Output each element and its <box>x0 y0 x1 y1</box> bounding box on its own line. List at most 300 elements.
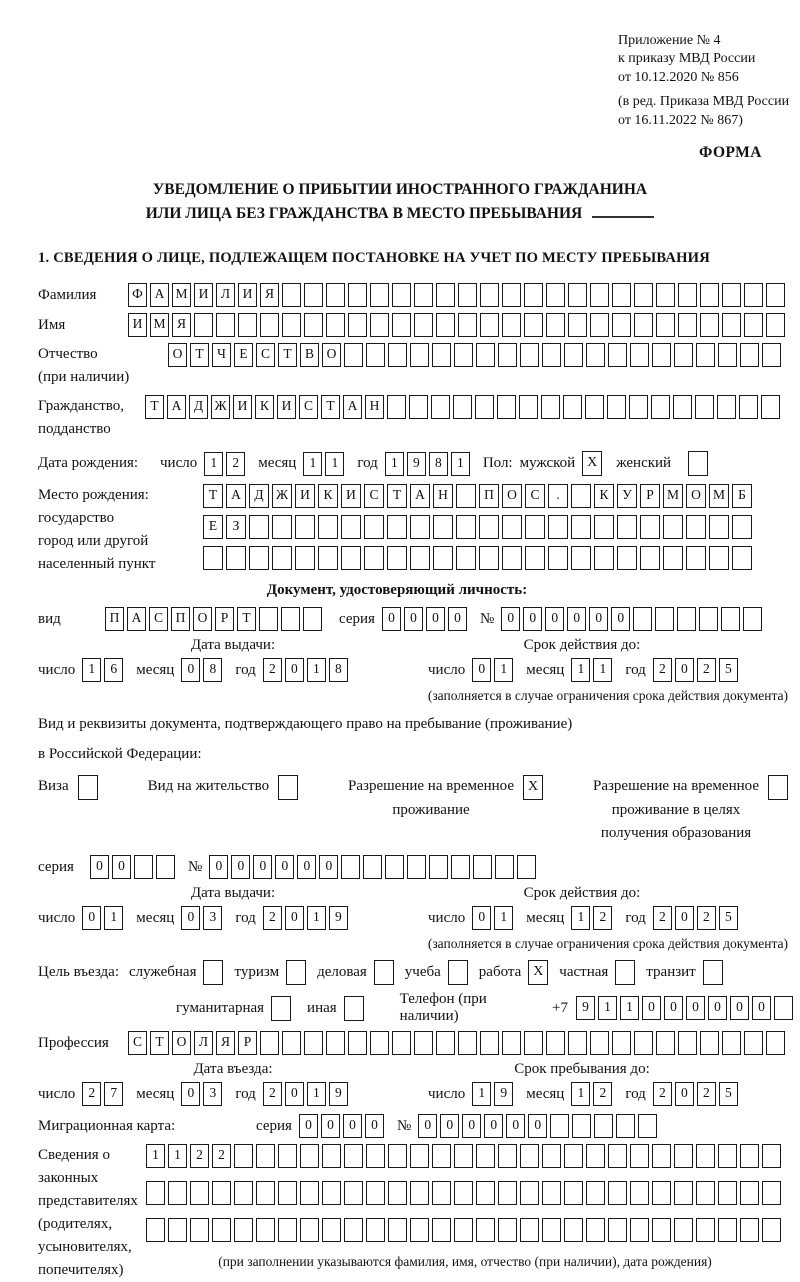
char-cell[interactable] <box>348 1031 367 1055</box>
char-cell[interactable] <box>564 1218 583 1242</box>
char-cell[interactable]: 0 <box>506 1114 525 1138</box>
char-cell[interactable] <box>387 546 407 570</box>
char-cell[interactable] <box>480 283 499 307</box>
char-cell[interactable]: О <box>502 484 522 508</box>
char-cell[interactable] <box>652 1181 671 1205</box>
char-cell[interactable]: 0 <box>642 996 661 1020</box>
char-cell[interactable]: 2 <box>653 1082 672 1106</box>
char-cell[interactable]: С <box>364 484 384 508</box>
char-cell[interactable]: 5 <box>719 906 738 930</box>
char-cell[interactable] <box>249 515 269 539</box>
char-cell[interactable] <box>168 1181 187 1205</box>
char-cell[interactable] <box>590 1031 609 1055</box>
char-cell[interactable]: 0 <box>567 607 586 631</box>
char-cell[interactable]: 1 <box>146 1144 165 1168</box>
char-cell[interactable]: 1 <box>620 996 639 1020</box>
char-cell[interactable]: 3 <box>203 1082 222 1106</box>
char-cell[interactable] <box>366 1144 385 1168</box>
char-cell[interactable] <box>744 313 763 337</box>
char-cell[interactable]: 0 <box>253 855 272 879</box>
char-cell[interactable]: А <box>167 395 186 419</box>
char-cell[interactable]: 1 <box>571 1082 590 1106</box>
char-cell[interactable]: 0 <box>752 996 771 1020</box>
char-cell[interactable] <box>608 1218 627 1242</box>
char-cell[interactable]: 6 <box>104 658 123 682</box>
purpose-tourism-checkbox[interactable] <box>286 960 306 985</box>
sex-female-checkbox[interactable] <box>688 451 708 476</box>
char-cell[interactable] <box>414 1031 433 1055</box>
char-cell[interactable]: А <box>343 395 362 419</box>
char-cell[interactable] <box>326 283 345 307</box>
char-cell[interactable] <box>479 546 499 570</box>
char-cell[interactable] <box>278 1218 297 1242</box>
char-cell[interactable] <box>326 1031 345 1055</box>
char-cell[interactable] <box>633 607 652 631</box>
char-cell[interactable] <box>678 1031 697 1055</box>
char-cell[interactable] <box>498 1218 517 1242</box>
char-cell[interactable] <box>546 313 565 337</box>
char-cell[interactable] <box>432 1144 451 1168</box>
char-cell[interactable]: К <box>318 484 338 508</box>
char-cell[interactable] <box>594 546 614 570</box>
char-cell[interactable]: Т <box>150 1031 169 1055</box>
char-cell[interactable] <box>322 1181 341 1205</box>
char-cell[interactable] <box>168 1218 187 1242</box>
char-cell[interactable] <box>617 515 637 539</box>
char-cell[interactable] <box>414 283 433 307</box>
char-cell[interactable] <box>344 1218 363 1242</box>
char-cell[interactable] <box>476 343 495 367</box>
char-cell[interactable]: С <box>256 343 275 367</box>
char-cell[interactable] <box>432 1181 451 1205</box>
char-cell[interactable] <box>630 1181 649 1205</box>
char-cell[interactable]: О <box>322 343 341 367</box>
char-cell[interactable] <box>436 283 455 307</box>
char-cell[interactable] <box>234 1144 253 1168</box>
char-cell[interactable]: 0 <box>181 906 200 930</box>
char-cell[interactable] <box>146 1181 165 1205</box>
char-cell[interactable] <box>677 607 696 631</box>
residence-permit-checkbox[interactable] <box>278 775 298 800</box>
char-cell[interactable] <box>524 313 543 337</box>
char-cell[interactable] <box>638 1114 657 1138</box>
char-cell[interactable] <box>571 515 591 539</box>
char-cell[interactable] <box>766 283 785 307</box>
char-cell[interactable] <box>436 1031 455 1055</box>
char-cell[interactable]: 0 <box>299 1114 318 1138</box>
char-cell[interactable] <box>612 313 631 337</box>
char-cell[interactable]: 0 <box>611 607 630 631</box>
char-cell[interactable]: 5 <box>719 1082 738 1106</box>
char-cell[interactable]: И <box>233 395 252 419</box>
char-cell[interactable] <box>433 515 453 539</box>
char-cell[interactable]: 0 <box>675 658 694 682</box>
char-cell[interactable]: Р <box>238 1031 257 1055</box>
char-cell[interactable] <box>542 1181 561 1205</box>
char-cell[interactable] <box>278 1144 297 1168</box>
char-cell[interactable] <box>454 1181 473 1205</box>
char-cell[interactable] <box>453 395 472 419</box>
char-cell[interactable] <box>194 313 213 337</box>
char-cell[interactable] <box>388 343 407 367</box>
char-cell[interactable] <box>256 1181 275 1205</box>
char-cell[interactable]: 2 <box>263 1082 282 1106</box>
char-cell[interactable]: 0 <box>686 996 705 1020</box>
char-cell[interactable] <box>348 313 367 337</box>
char-cell[interactable] <box>718 1144 737 1168</box>
char-cell[interactable]: 5 <box>719 658 738 682</box>
char-cell[interactable] <box>282 283 301 307</box>
char-cell[interactable] <box>634 283 653 307</box>
purpose-official-checkbox[interactable] <box>203 960 223 985</box>
char-cell[interactable] <box>318 546 338 570</box>
char-cell[interactable]: П <box>171 607 190 631</box>
char-cell[interactable]: 0 <box>545 607 564 631</box>
char-cell[interactable]: 1 <box>571 906 590 930</box>
char-cell[interactable]: Л <box>216 283 235 307</box>
char-cell[interactable] <box>568 313 587 337</box>
char-cell[interactable]: 0 <box>285 906 304 930</box>
char-cell[interactable] <box>678 283 697 307</box>
char-cell[interactable]: У <box>617 484 637 508</box>
char-cell[interactable] <box>502 515 522 539</box>
char-cell[interactable] <box>498 1144 517 1168</box>
char-cell[interactable]: 1 <box>451 452 470 476</box>
char-cell[interactable] <box>656 313 675 337</box>
char-cell[interactable]: 1 <box>307 658 326 682</box>
char-cell[interactable] <box>370 313 389 337</box>
char-cell[interactable] <box>410 343 429 367</box>
char-cell[interactable] <box>409 395 428 419</box>
char-cell[interactable] <box>476 1218 495 1242</box>
char-cell[interactable] <box>388 1144 407 1168</box>
char-cell[interactable] <box>740 343 759 367</box>
char-cell[interactable]: Т <box>237 607 256 631</box>
char-cell[interactable]: Ж <box>211 395 230 419</box>
char-cell[interactable] <box>686 515 706 539</box>
char-cell[interactable]: А <box>127 607 146 631</box>
char-cell[interactable] <box>594 1114 613 1138</box>
char-cell[interactable]: 2 <box>697 658 716 682</box>
char-cell[interactable]: 8 <box>329 658 348 682</box>
char-cell[interactable] <box>700 1031 719 1055</box>
char-cell[interactable]: 2 <box>593 1082 612 1106</box>
char-cell[interactable] <box>762 1144 781 1168</box>
char-cell[interactable]: Ч <box>212 343 231 367</box>
char-cell[interactable] <box>541 395 560 419</box>
char-cell[interactable] <box>458 1031 477 1055</box>
char-cell[interactable]: С <box>128 1031 147 1055</box>
char-cell[interactable] <box>203 546 223 570</box>
char-cell[interactable] <box>322 1218 341 1242</box>
char-cell[interactable] <box>740 1218 759 1242</box>
char-cell[interactable] <box>655 607 674 631</box>
char-cell[interactable]: О <box>686 484 706 508</box>
char-cell[interactable]: 0 <box>285 1082 304 1106</box>
char-cell[interactable] <box>429 855 448 879</box>
char-cell[interactable] <box>744 1031 763 1055</box>
char-cell[interactable] <box>392 1031 411 1055</box>
char-cell[interactable] <box>663 515 683 539</box>
char-cell[interactable] <box>586 1181 605 1205</box>
char-cell[interactable] <box>300 1218 319 1242</box>
char-cell[interactable] <box>212 1218 231 1242</box>
char-cell[interactable]: 0 <box>90 855 109 879</box>
char-cell[interactable] <box>473 855 492 879</box>
char-cell[interactable] <box>586 1218 605 1242</box>
char-cell[interactable]: 0 <box>404 607 423 631</box>
char-cell[interactable]: Я <box>216 1031 235 1055</box>
char-cell[interactable]: 0 <box>112 855 131 879</box>
char-cell[interactable] <box>568 1031 587 1055</box>
char-cell[interactable]: М <box>172 283 191 307</box>
char-cell[interactable] <box>686 546 706 570</box>
char-cell[interactable]: О <box>172 1031 191 1055</box>
char-cell[interactable] <box>226 546 246 570</box>
purpose-work-checkbox[interactable]: X <box>528 960 548 985</box>
char-cell[interactable] <box>678 313 697 337</box>
char-cell[interactable] <box>318 515 338 539</box>
char-cell[interactable]: 2 <box>697 906 716 930</box>
char-cell[interactable]: 0 <box>472 906 491 930</box>
char-cell[interactable] <box>370 283 389 307</box>
char-cell[interactable] <box>709 546 729 570</box>
char-cell[interactable] <box>479 515 499 539</box>
char-cell[interactable] <box>721 607 740 631</box>
char-cell[interactable]: З <box>226 515 246 539</box>
char-cell[interactable] <box>651 395 670 419</box>
char-cell[interactable]: 0 <box>528 1114 547 1138</box>
char-cell[interactable] <box>502 283 521 307</box>
char-cell[interactable] <box>629 395 648 419</box>
char-cell[interactable] <box>370 1031 389 1055</box>
char-cell[interactable] <box>366 1181 385 1205</box>
char-cell[interactable]: 0 <box>675 1082 694 1106</box>
char-cell[interactable]: 7 <box>104 1082 123 1106</box>
char-cell[interactable]: 2 <box>697 1082 716 1106</box>
char-cell[interactable] <box>238 313 257 337</box>
char-cell[interactable] <box>326 313 345 337</box>
char-cell[interactable] <box>282 313 301 337</box>
char-cell[interactable] <box>256 1144 275 1168</box>
purpose-other-checkbox[interactable] <box>344 996 364 1021</box>
char-cell[interactable] <box>322 1144 341 1168</box>
char-cell[interactable] <box>432 343 451 367</box>
char-cell[interactable]: И <box>128 313 147 337</box>
char-cell[interactable]: 1 <box>82 658 101 682</box>
char-cell[interactable] <box>564 1181 583 1205</box>
char-cell[interactable]: 9 <box>329 906 348 930</box>
char-cell[interactable] <box>278 1181 297 1205</box>
purpose-business-checkbox[interactable] <box>374 960 394 985</box>
char-cell[interactable] <box>563 395 582 419</box>
char-cell[interactable] <box>410 1181 429 1205</box>
char-cell[interactable] <box>673 395 692 419</box>
char-cell[interactable] <box>451 855 470 879</box>
char-cell[interactable]: 0 <box>297 855 316 879</box>
char-cell[interactable]: 0 <box>181 1082 200 1106</box>
char-cell[interactable] <box>656 1031 675 1055</box>
char-cell[interactable]: Д <box>249 484 269 508</box>
char-cell[interactable]: М <box>663 484 683 508</box>
char-cell[interactable]: Т <box>321 395 340 419</box>
char-cell[interactable] <box>344 1181 363 1205</box>
char-cell[interactable] <box>212 1181 231 1205</box>
char-cell[interactable] <box>497 395 516 419</box>
char-cell[interactable]: О <box>193 607 212 631</box>
char-cell[interactable]: 0 <box>472 658 491 682</box>
char-cell[interactable] <box>432 1218 451 1242</box>
char-cell[interactable] <box>634 313 653 337</box>
char-cell[interactable] <box>700 283 719 307</box>
char-cell[interactable]: 0 <box>484 1114 503 1138</box>
char-cell[interactable] <box>674 1181 693 1205</box>
char-cell[interactable]: А <box>226 484 246 508</box>
char-cell[interactable]: 0 <box>448 607 467 631</box>
char-cell[interactable] <box>495 855 514 879</box>
char-cell[interactable] <box>656 283 675 307</box>
char-cell[interactable] <box>594 515 614 539</box>
char-cell[interactable]: 9 <box>329 1082 348 1106</box>
char-cell[interactable]: 0 <box>321 1114 340 1138</box>
char-cell[interactable]: 0 <box>209 855 228 879</box>
char-cell[interactable] <box>612 283 631 307</box>
char-cell[interactable] <box>709 515 729 539</box>
char-cell[interactable]: Т <box>190 343 209 367</box>
char-cell[interactable] <box>476 1144 495 1168</box>
char-cell[interactable] <box>344 1144 363 1168</box>
char-cell[interactable] <box>585 395 604 419</box>
char-cell[interactable] <box>295 546 315 570</box>
char-cell[interactable]: П <box>105 607 124 631</box>
char-cell[interactable] <box>630 1144 649 1168</box>
char-cell[interactable]: И <box>341 484 361 508</box>
char-cell[interactable] <box>722 283 741 307</box>
char-cell[interactable] <box>542 1144 561 1168</box>
char-cell[interactable] <box>696 1144 715 1168</box>
char-cell[interactable] <box>607 395 626 419</box>
char-cell[interactable]: 1 <box>204 452 223 476</box>
char-cell[interactable] <box>744 283 763 307</box>
char-cell[interactable]: Н <box>365 395 384 419</box>
char-cell[interactable] <box>520 1144 539 1168</box>
char-cell[interactable] <box>454 343 473 367</box>
char-cell[interactable]: 0 <box>365 1114 384 1138</box>
char-cell[interactable] <box>272 546 292 570</box>
sex-male-checkbox[interactable]: X <box>582 451 602 476</box>
education-residence-checkbox[interactable] <box>768 775 788 800</box>
char-cell[interactable] <box>630 1218 649 1242</box>
char-cell[interactable] <box>520 1218 539 1242</box>
char-cell[interactable] <box>341 515 361 539</box>
char-cell[interactable] <box>674 1218 693 1242</box>
char-cell[interactable] <box>476 1181 495 1205</box>
char-cell[interactable]: 1 <box>598 996 617 1020</box>
char-cell[interactable]: Ж <box>272 484 292 508</box>
char-cell[interactable]: 0 <box>501 607 520 631</box>
char-cell[interactable] <box>548 546 568 570</box>
char-cell[interactable] <box>410 515 430 539</box>
char-cell[interactable]: 2 <box>82 1082 101 1106</box>
char-cell[interactable]: И <box>295 484 315 508</box>
char-cell[interactable] <box>766 313 785 337</box>
char-cell[interactable]: 0 <box>440 1114 459 1138</box>
char-cell[interactable]: Е <box>203 515 223 539</box>
char-cell[interactable] <box>216 313 235 337</box>
char-cell[interactable]: 1 <box>472 1082 491 1106</box>
char-cell[interactable] <box>718 343 737 367</box>
char-cell[interactable] <box>571 484 591 508</box>
char-cell[interactable]: 9 <box>494 1082 513 1106</box>
char-cell[interactable] <box>546 283 565 307</box>
purpose-study-checkbox[interactable] <box>448 960 468 985</box>
char-cell[interactable] <box>387 395 406 419</box>
char-cell[interactable] <box>640 515 660 539</box>
char-cell[interactable] <box>652 1144 671 1168</box>
char-cell[interactable] <box>304 283 323 307</box>
purpose-humanitarian-checkbox[interactable] <box>271 996 291 1021</box>
char-cell[interactable] <box>524 1031 543 1055</box>
char-cell[interactable] <box>564 1144 583 1168</box>
char-cell[interactable] <box>436 313 455 337</box>
char-cell[interactable]: С <box>149 607 168 631</box>
char-cell[interactable] <box>652 343 671 367</box>
char-cell[interactable] <box>456 546 476 570</box>
char-cell[interactable] <box>304 1031 323 1055</box>
char-cell[interactable]: И <box>238 283 257 307</box>
char-cell[interactable]: С <box>525 484 545 508</box>
char-cell[interactable]: Л <box>194 1031 213 1055</box>
char-cell[interactable]: Д <box>189 395 208 419</box>
char-cell[interactable] <box>272 515 292 539</box>
char-cell[interactable] <box>410 546 430 570</box>
char-cell[interactable]: 1 <box>385 452 404 476</box>
char-cell[interactable] <box>722 313 741 337</box>
char-cell[interactable] <box>502 546 522 570</box>
char-cell[interactable] <box>700 313 719 337</box>
char-cell[interactable]: И <box>194 283 213 307</box>
char-cell[interactable] <box>366 343 385 367</box>
char-cell[interactable]: 0 <box>589 607 608 631</box>
char-cell[interactable] <box>612 1031 631 1055</box>
char-cell[interactable] <box>524 283 543 307</box>
char-cell[interactable] <box>410 1218 429 1242</box>
char-cell[interactable] <box>695 395 714 419</box>
char-cell[interactable] <box>774 996 793 1020</box>
char-cell[interactable]: 1 <box>303 452 322 476</box>
char-cell[interactable]: 0 <box>231 855 250 879</box>
char-cell[interactable]: 2 <box>653 906 672 930</box>
char-cell[interactable] <box>608 1181 627 1205</box>
char-cell[interactable] <box>303 607 322 631</box>
char-cell[interactable] <box>249 546 269 570</box>
char-cell[interactable] <box>586 1144 605 1168</box>
char-cell[interactable] <box>410 1144 429 1168</box>
char-cell[interactable]: 2 <box>190 1144 209 1168</box>
char-cell[interactable] <box>456 484 476 508</box>
char-cell[interactable] <box>190 1181 209 1205</box>
char-cell[interactable] <box>761 395 780 419</box>
char-cell[interactable]: 0 <box>523 607 542 631</box>
char-cell[interactable] <box>502 313 521 337</box>
char-cell[interactable]: 3 <box>203 906 222 930</box>
char-cell[interactable] <box>634 1031 653 1055</box>
char-cell[interactable] <box>281 607 300 631</box>
char-cell[interactable] <box>674 1144 693 1168</box>
char-cell[interactable]: М <box>709 484 729 508</box>
char-cell[interactable] <box>295 515 315 539</box>
char-cell[interactable] <box>344 343 363 367</box>
